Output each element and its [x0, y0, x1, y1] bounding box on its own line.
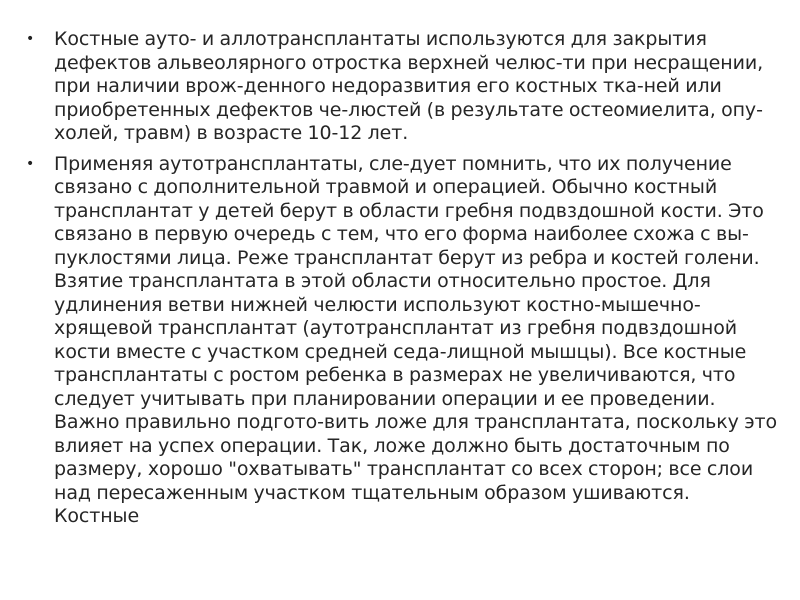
- bullet-marker: •: [26, 31, 35, 47]
- bullet-text: Применяя аутотрансплантаты, сле-дует помнить, что их получение связано с дополнительной травмой и операцией. Обычно костный трансплантат у детей берут в области гребня подвздошной кости. Это связано в первую очередь с тем, что его форма наиболее схожа с вы-пуклостями лица. Реже трансплантат берут из ребра и костей голени. Взятие трансплантата в этой области относительно простое. Для удлинения ветви нижней челюсти используют костно-мышечно-хрящевой трансплантат (аутотрансплантат из гребня подвздошной кости вместе с участком средней седа-лищной мышцы). Все костные трансплантаты с ростом ребенка в размерах не увеличиваются, что следует учитывать при планировании операции и ее проведении. Важно правильно подгото-вить ложе для трансплантата, поскольку это влияет на успех операции. Так, ложе должно быть достаточным по размеру, хорошо "охватывать" трансплантат со всех сторон; все слои над пересаженным участком тщательным образом ушиваются. Костные: [54, 152, 778, 527]
- bullet-marker: •: [26, 155, 35, 172]
- bullet-item-autografts: [26, 153, 778, 529]
- bullet-item-allografts: [26, 28, 778, 146]
- bullet-list: [26, 28, 778, 536]
- bullet-text: Костные ауто- и аллотрансплантаты используются для закрытия дефектов альвеолярного отростка верхней челюс-ти при несращении, при наличии врож-денного недоразвития его костных тка-ней или приобретенных дефектов че-люстей (в результате остеомиелита, опу-холей, травм) в возрасте 10-12 лет.: [54, 28, 764, 144]
